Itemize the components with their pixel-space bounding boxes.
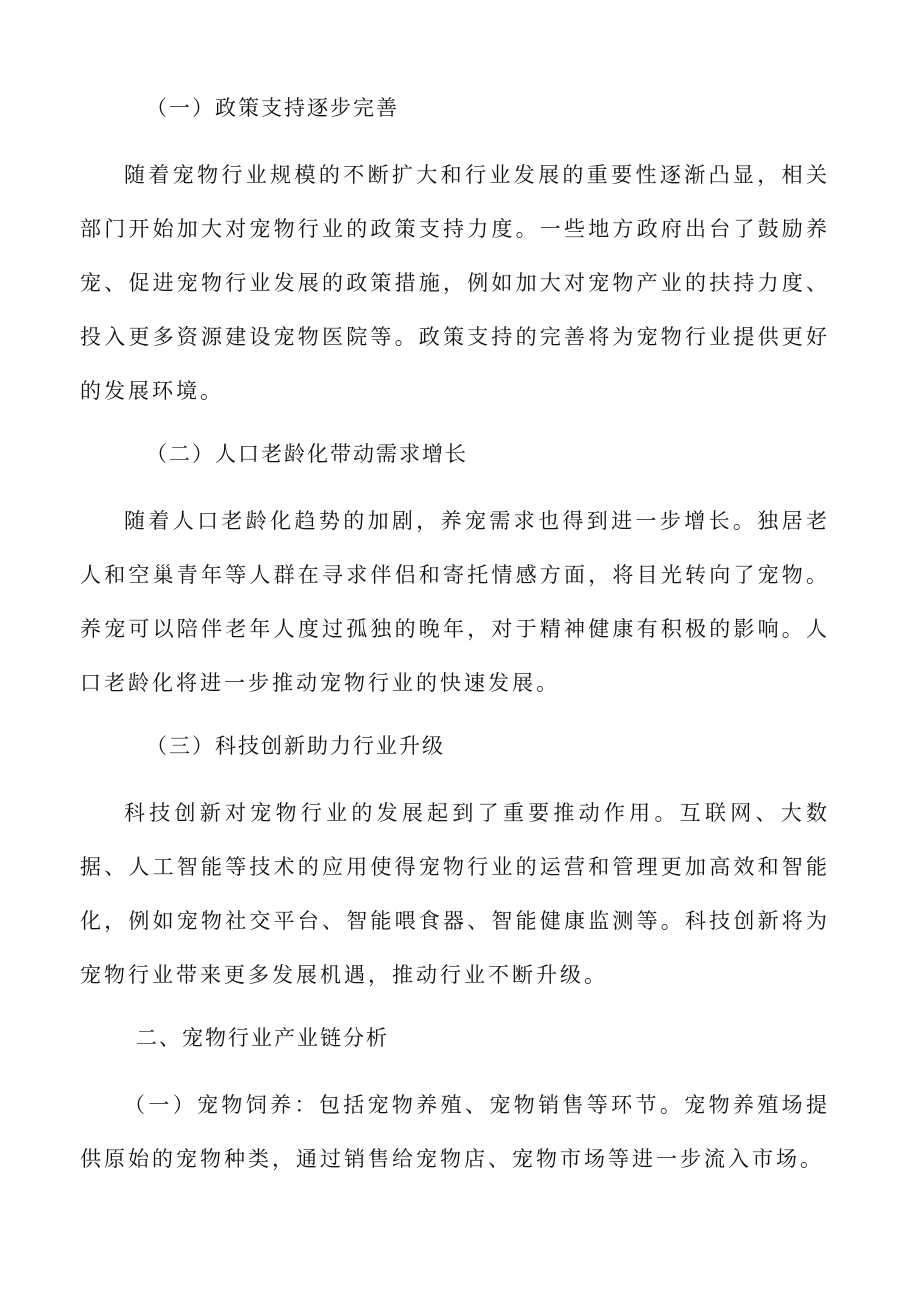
section-heading-policy: （一）政策支持逐步完善 (146, 96, 399, 120)
chapter-heading-industry-chain: 二、宠物行业产业链分析 (136, 1026, 389, 1050)
section-heading-aging: （二）人口老龄化带动需求增长 (146, 442, 468, 466)
section-heading-technology: （三）科技创新助力行业升级 (146, 734, 445, 758)
chapter-paragraph-pet-breeding: （一）宠物饲养：包括宠物养殖、宠物销售等环节。宠物养殖场提供原始的宠物种类，通过销售给宠物店、宠物市场等进一步流入市场。 (80, 1093, 830, 1171)
section-paragraph-aging: 随着人口老龄化趋势的加剧，养宠需求也得到进一步增长。独居老人和空巢青年等人群在寻求伴侣和寄托情感方面，将目光转向了宠物。养宠可以陪伴老年人度过孤独的晚年，对于精神健康有积极的影响。人口老龄化将进一步推动宠物行业的快速发展。 (80, 509, 830, 695)
section-paragraph-policy: 随着宠物行业规模的不断扩大和行业发展的重要性逐渐凸显，相关部门开始加大对宠物行业的政策支持力度。一些地方政府出台了鼓励养宠、促进宠物行业发展的政策措施，例如加大对宠物产业的扶持力度、投入更多资源建设宠物医院等。政策支持的完善将为宠物行业提供更好的发展环境。 (80, 163, 830, 403)
section-paragraph-technology: 科技创新对宠物行业的发展起到了重要推动作用。互联网、大数据、人工智能等技术的应用使得宠物行业的运营和管理更加高效和智能化，例如宠物社交平台、智能喂食器、智能健康监测等。科技创新将为宠物行业带来更多发展机遇，推动行业不断升级。 (80, 801, 830, 987)
